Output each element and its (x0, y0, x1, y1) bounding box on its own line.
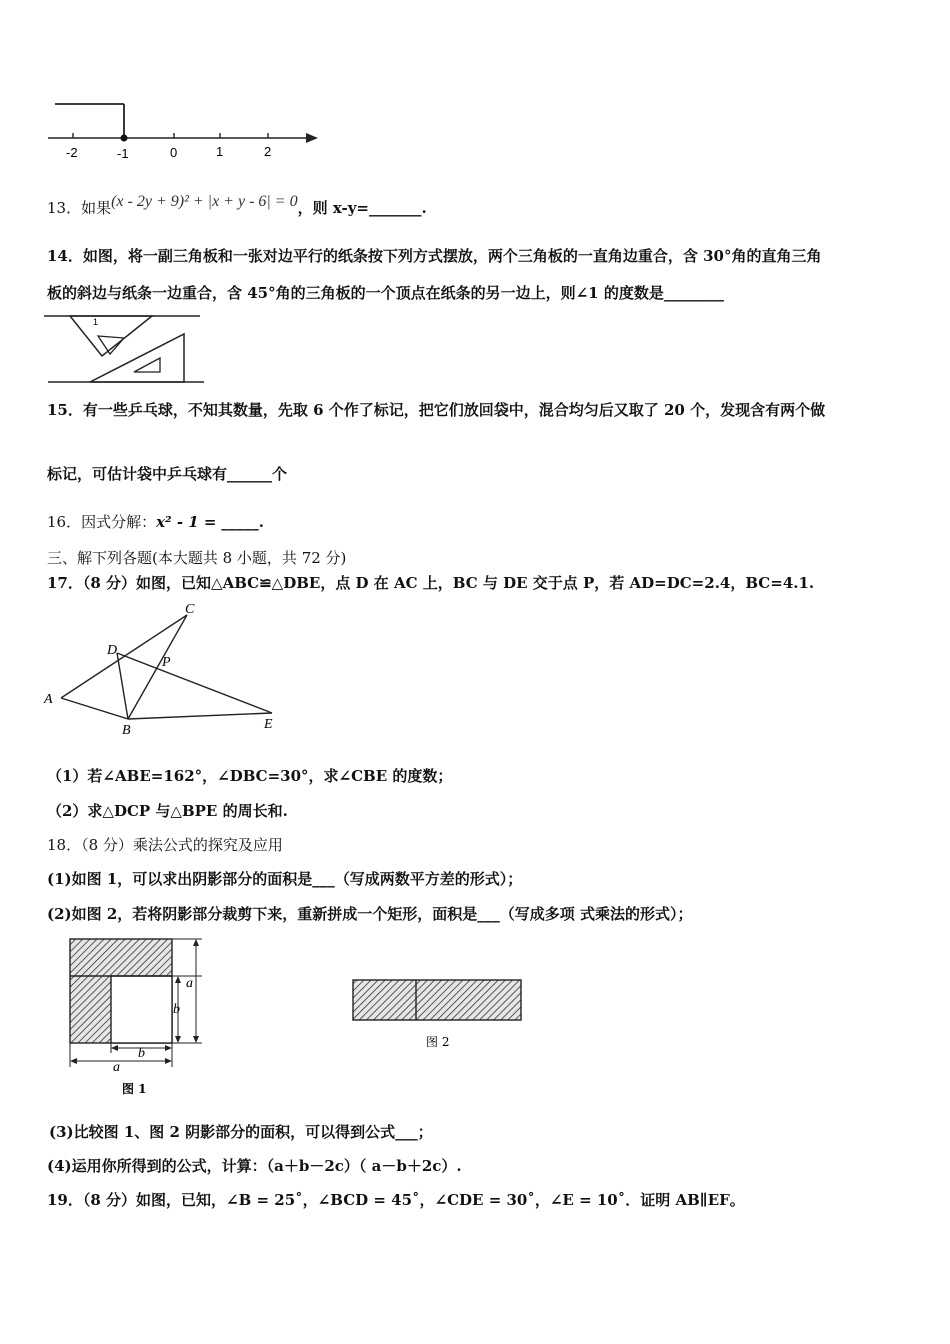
q16-prefix: 16．因式分解： (47, 513, 157, 531)
fig1-label-a-right: a (186, 976, 193, 991)
q18-figure-1 (58, 935, 218, 1100)
q14-figure (44, 310, 206, 386)
tick-label: 2 (264, 144, 272, 159)
q18-title: 18．（8 分）乘法公式的探究及应用 (47, 836, 283, 854)
section-3-heading: 三、解下列各题(本大题共 8 小题，共 72 分) (47, 549, 347, 567)
q16-expression: x² - 1 = (156, 513, 217, 531)
q17-part2: （2）求△DCP 与△BPE 的周长和. (47, 802, 288, 820)
q18-part2: (2)如图 2，若将阴影部分裁剪下来，重新拼成一个矩形，面积是___（写成多项 式乘法的形式）； (47, 905, 693, 923)
q18-figure-2 (340, 968, 535, 1058)
point-label-e: E (264, 717, 273, 732)
q13-tail: ，则 x-y=_______. (297, 199, 427, 217)
fig1-caption: 图 1 (122, 1082, 147, 1096)
q16-blank: _____. (221, 513, 265, 531)
q17-line: 17．（8 分）如图，已知△ABC≌△DBE，点 D 在 AC 上，BC 与 DE 交于点 P，若 AD=DC=2.4，BC=4.1. (47, 574, 815, 592)
tick-label: -1 (117, 146, 129, 161)
q13-number: 13．如果 (47, 199, 112, 217)
q18-part4: (4)运用你所得到的公式，计算：（a＋b－2c）（ a－b＋2c）. (47, 1157, 462, 1175)
q17-part1: （1）若∠ABE=162°，∠DBC=30°，求∠CBE 的度数； (47, 767, 453, 785)
fig1-label-b-right: b (173, 1002, 180, 1017)
question-13 (47, 193, 427, 219)
tick-label: 1 (216, 144, 224, 159)
q13-formula: (x - 2y + 9)² + |x + y - 6| = 0 (111, 193, 298, 210)
q14-line1: 14．如图，将一副三角板和一张对边平行的纸条按下列方式摆放，两个三角板的一直角边重合，含 30°角的直角三角 (47, 247, 822, 265)
point-label-d: D (107, 643, 118, 658)
q15-line2: 标记，可估计袋中乒乓球有______个 (47, 465, 288, 483)
point-label-c: C (185, 602, 195, 617)
q15-line1: 15．有一些乒乓球，不知其数量，先取 6 个作了标记，把它们放回袋中，混合均匀后又取了 20 个，发现含有两个做 (47, 401, 826, 419)
q18-part3: (3)比较图 1、图 2 阴影部分的面积，可以得到公式___； (49, 1123, 433, 1141)
fig1-label-b-bottom: b (138, 1046, 145, 1061)
q18-part1: (1)如图 1，可以求出阴影部分的面积是___（写成两数平方差的形式）； (47, 870, 523, 888)
angle-1-label: 1 (93, 317, 99, 327)
tick-label: -2 (66, 145, 78, 160)
q19-line: 19．（8 分）如图，已知，∠B = 25˚，∠BCD = 45˚，∠CDE = 30˚，∠E = 10˚．证明 AB∥EF。 (47, 1191, 745, 1209)
number-line-figure (40, 95, 330, 170)
tick-label: 0 (170, 145, 178, 160)
fig2-caption: 图 2 (426, 1035, 450, 1049)
point-label-b: B (122, 723, 131, 738)
point-label-a: A (44, 692, 53, 707)
question-16 (47, 512, 264, 532)
q17-triangle-figure (40, 598, 285, 743)
q14-line2: 板的斜边与纸条一边重合，含 45°角的三角板的一个顶点在纸条的另一边上，则∠1 的度数是________ (47, 284, 724, 302)
fig1-label-a-bottom: a (113, 1060, 120, 1075)
point-label-p: P (162, 655, 171, 670)
